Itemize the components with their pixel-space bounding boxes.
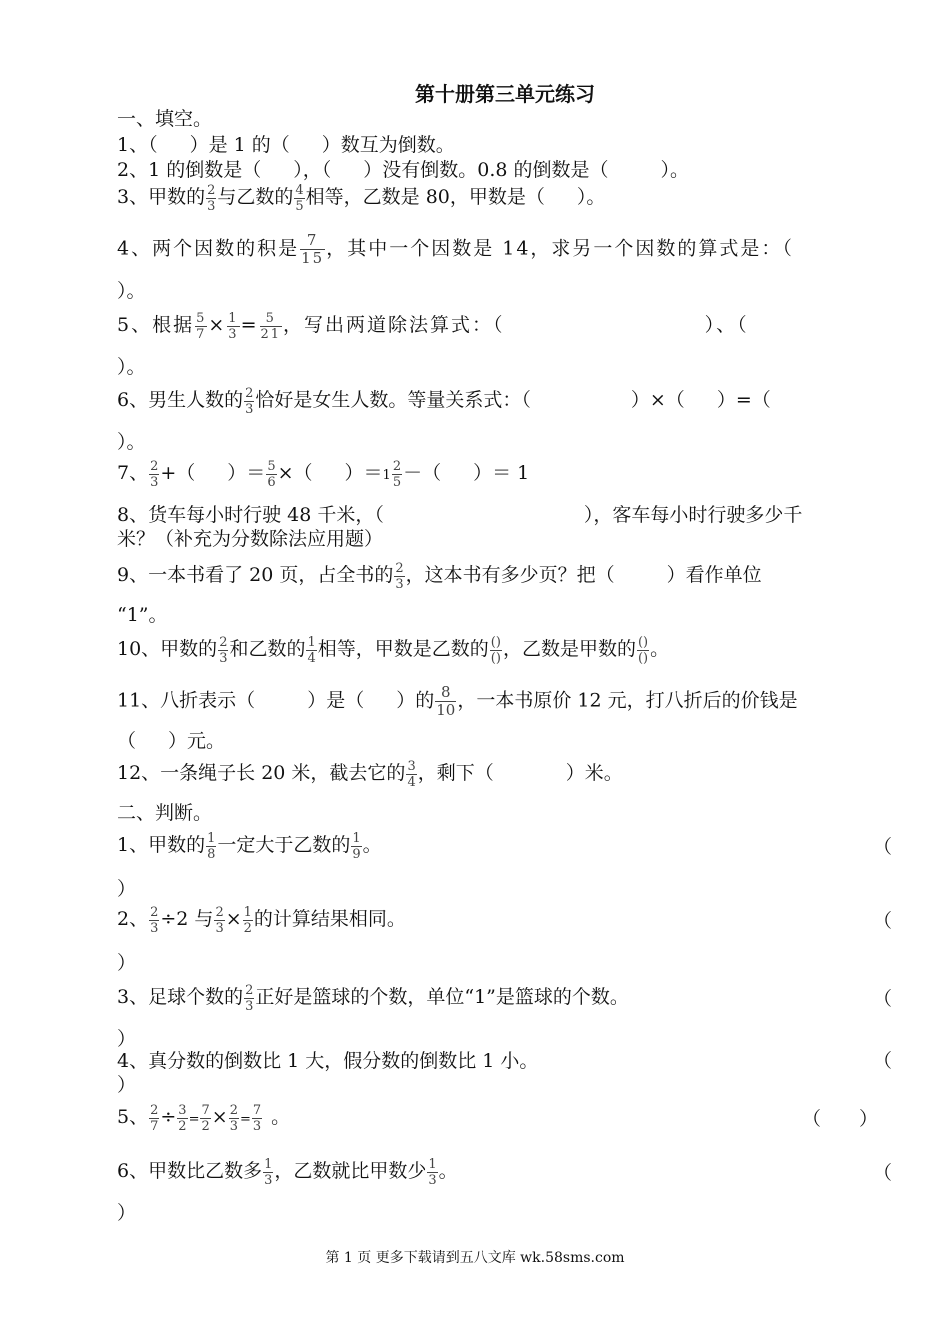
page-title: 第十册第三单元练习: [415, 82, 595, 106]
question-11: 11、八折表示（ ）是（ ）的 $\frac{8}{10}$ ，一本书原价 12 元，打八折后的价钱是: [117, 683, 798, 719]
judge-3-close: ）: [117, 1028, 137, 1050]
question-7: 7、 $\frac{2}{3}$ +（ ）＝ $\frac{5}{6}$ ×（ ）＝1 $\frac{2}{5}$ －（ ）＝ 1: [117, 458, 530, 490]
fraction: $\frac{2}{3}$: [150, 904, 159, 936]
fraction: $\frac{2}{3}$: [215, 904, 224, 936]
fraction: $\frac{2}{3}$: [245, 982, 254, 1014]
question-4: 4、两个因数的积是 $\frac{7}{15}$ ，其中一个因数是 14，求另一个因数的算式是：（: [117, 231, 794, 267]
question-8: 8、货车每小时行驶 48 千米，（ ），客车每小时行驶多少千: [117, 504, 803, 526]
question-12: 12、一条绳子长 20 米，截去它的 $\frac{3}{4}$ ，剩下（ ）米。: [117, 758, 623, 790]
question-5: 5、根据 $\frac{5}{7}$ × $\frac{1}{3}$ = $\frac{5}{21}$ ，写出两道除法算式：（ ）、（: [117, 310, 749, 342]
judge-2-close: ）: [117, 952, 137, 974]
fraction: $\frac{1}{3}$: [264, 1156, 273, 1188]
question-4-cont: ）。: [117, 280, 146, 302]
question-8-cont: 米？（补充为分数除法应用题）: [117, 528, 384, 550]
fraction: $\frac{1}{3}$: [428, 1156, 437, 1188]
fraction: $\frac{5}{21}$: [260, 310, 282, 342]
fraction: $\frac{2}{3}$: [150, 458, 159, 490]
question-9: 9、一本书看了 20 页，占全书的 $\frac{2}{3}$ ，这本书有多少页？把（ ）看作单位: [117, 560, 762, 592]
fraction: $\frac{1}{4}$: [307, 634, 316, 666]
section-judge: 二、判断。: [117, 802, 213, 824]
fraction: $\frac{3}{2}$: [178, 1102, 187, 1134]
fraction: $\frac{2}{3}$: [229, 1102, 238, 1134]
judge-2: 2、 $\frac{2}{3}$ ÷2 与 $\frac{2}{3}$ × $\frac{1}{2}$ 的计算结果相同。 （: [117, 904, 892, 936]
section-fill-blank: 一、填空。: [117, 108, 213, 130]
question-1: 1、（ ）是 1 的（ ）数互为倒数。: [117, 134, 455, 156]
fraction: $\frac{3}{4}$: [407, 758, 416, 790]
fraction: $\frac{2}{3}$: [207, 182, 216, 214]
judge-6: 6、甲数比乙数多 $\frac{1}{3}$ ，乙数就比甲数少 $\frac{1}{3}$ 。 （: [117, 1156, 892, 1188]
question-2: 2、1 的倒数是（ ），（ ）没有倒数。0.8 的倒数是（ ）。: [117, 159, 690, 181]
question-6-cont: ）。: [117, 431, 146, 453]
fraction: $\frac{8}{10}$: [436, 683, 456, 719]
fraction: $\frac{7}{3}$: [252, 1102, 262, 1134]
judge-4: 4、真分数的倒数比 1 大，假分数的倒数比 1 小。 （: [117, 1050, 892, 1072]
question-11-cont: （ ）元。: [117, 730, 226, 752]
question-9-cont: “1”。: [117, 604, 168, 626]
fraction: $\frac{5}{6}$: [267, 458, 276, 490]
judge-1: 1、甲数的 $\frac{1}{8}$ 一定大于乙数的 $\frac{1}{9}$ 。 （: [117, 830, 892, 862]
question-3: 3、甲数的 $\frac{2}{3}$ 与乙数的 $\frac{4}{5}$ 相等，乙数是 80，甲数是（ ）。: [117, 182, 606, 214]
fraction: $\frac{2}{3}$: [245, 385, 254, 417]
judge-3: 3、足球个数的 $\frac{2}{3}$ 正好是篮球的个数，单位“1”是篮球的个数。 （: [117, 982, 892, 1014]
question-5-cont: ）。: [117, 356, 146, 378]
fraction: $\frac{2}{3}$: [219, 634, 228, 666]
fraction: $\frac{1}{2}$: [243, 904, 252, 936]
blank-fraction: $\frac{()}{()}$: [490, 634, 501, 666]
fraction: $\frac{1}{8}$: [207, 830, 216, 862]
question-6: 6、男生人数的 $\frac{2}{3}$ 恰好是女生人数。等量关系式：（ ）×（ ）=（: [117, 385, 771, 417]
fraction: $\frac{2}{7}$: [150, 1102, 159, 1134]
fraction: $\frac{1}{9}$: [352, 830, 361, 862]
judge-4-close: ）: [117, 1074, 137, 1096]
judge-5: 5、 $\frac{2}{7}$ ÷ $\frac{3}{2}$ = $\frac{7}{2}$ × $\frac{2}{3}$ = $\frac{7}{3}$ 。 （ ）: [117, 1102, 878, 1134]
judge-6-close: ）: [117, 1202, 137, 1224]
fraction: $\frac{4}{5}$: [295, 182, 304, 214]
judge-1-close: ）: [117, 878, 137, 900]
fraction: $\frac{7}{2}$: [201, 1102, 210, 1134]
blank-fraction: $\frac{()}{()}$: [637, 634, 649, 666]
fraction: $\frac{2}{3}$: [395, 560, 404, 592]
page-footer: 第 1 页 更多下载请到五八文库 wk.58sms.com: [325, 1250, 625, 1266]
fraction: $\frac{2}{5}$: [392, 458, 402, 490]
fraction: $\frac{7}{15}$: [301, 231, 325, 267]
fraction: $\frac{1}{3}$: [228, 310, 239, 342]
fraction: $\frac{5}{7}$: [196, 310, 207, 342]
question-10: 10、甲数的 $\frac{2}{3}$ 和乙数的 $\frac{1}{4}$ 相等，甲数是乙数的 $\frac{()}{()}$ ，乙数是甲数的 $\frac{()}{()}$ 。: [117, 634, 670, 666]
